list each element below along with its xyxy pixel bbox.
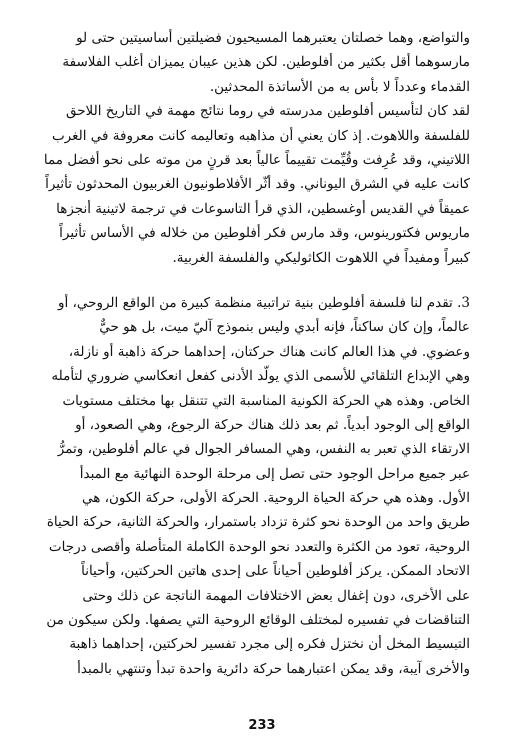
text-line: كبيراً ومفيداً في اللاهوت الكاثوليكي والفلسفة الغربية. xyxy=(172,249,470,266)
text-line: الارتقاء الذي تعبر به النفس، وهي المسافر الجوال في عالم أفلوطين، وتمرُّ xyxy=(57,441,470,458)
text-line: وهي الإبداع التلقائي للأسمى الذي يولّد الأدنى كفعل انعكاسي ضروري لتأمله xyxy=(51,368,470,385)
text-line: التناقضات في تفسيره لمختلف الوقائع الروحية التي يصفها. ولكن سيكون من xyxy=(46,612,470,629)
page-number: 233 xyxy=(248,718,276,733)
paragraph-block-2 xyxy=(44,291,470,681)
text-line: والأخرى آيبة، وقد يمكن اعتبارهما حركة دائرية واحدة تبدأ وتنتهي بالمبدأ xyxy=(77,660,470,677)
text-line: والتواضع، وهما خصلتان يعتبرهما المسيحيون فضيلتين أساسيتين حتى لو xyxy=(76,30,470,46)
text-line: القدماء وعدداً لا بأس به من الأساتذة المحدثين. xyxy=(209,78,470,95)
text-line: التبسيط المخل أن نختزل فكره إلى مجرد تفسير لحركتين، إحداهما ذاهبة xyxy=(69,636,470,653)
text-line: مارسوهما أقل بكثير من أفلوطين. لكن هذين عيبان يميزان أغلب الفلاسفة xyxy=(62,54,470,71)
text-line: الخاص. وهذه هي الحركة الكونية المناسبة التي تتنقل بها مختلف مستويات xyxy=(62,392,470,409)
text-line: الاتحاد الممكن. يركز أفلوطين أحياناً على إحدى هاتين الحركتين، وأحياناً xyxy=(81,563,470,580)
text-line: عالماً، وإن كان ساكناً، فإنه أبدي وليس بنموذج آليّ ميت، بل هو حيٌّ xyxy=(99,319,470,336)
text-line: طريق واحد من الوحدة نحو كثرة تزداد باستمرار، والحركة الثانية، حركة الحياة xyxy=(46,514,470,530)
text-line: على الأخرى، دون إغفال بعض الاختلافات المهمة الناتجة عن ذلك وحتى xyxy=(82,587,470,604)
text-line: الروحية، تعود من الكثرة والتعدد نحو الوحدة الكاملة المتأصلة وأقصى درجات xyxy=(48,538,470,555)
text-line: 3. تقدم لنا فلسفة أفلوطين بنية تراتبية منظمة كبيرة من الواقع الروحي، أو xyxy=(57,295,470,311)
text-line: عبر جميع مراحل الوجود حتى تصل إلى مرحلة الوحدة النهائية مع المبدأ xyxy=(79,465,470,482)
text-line: للفلسفة واللاهوت. إذ كان يعني أن مذاهبه وتعاليمه كانت معروفة في الغرب xyxy=(51,127,470,144)
text-line: كانت عليه في الشرق اليوناني. وقد أثّر الأفلاطونيون الغربيون المحدثون تأثيراً xyxy=(45,176,470,193)
paragraph-block-1 xyxy=(44,26,470,270)
text-line: اللاتيني، وقد عُرِفت وقُيِّمت تقييماً عالياً بعد قرنٍ من موته على نحو أفضل مما xyxy=(44,151,470,168)
text-line: ماريوس فكتورينوس، وقد مارس فكر أفلوطين من خلاله في الأساس تأثيراً xyxy=(59,225,470,242)
text-line: عميقاً في القديس أوغسطين، الذي قرأ التاسوعات في ترجمة لاتينية أنجزها xyxy=(56,200,470,217)
text-line: وعضوي. في هذا العالم كانت هناك حركتان، إحداهما حركة ذاهبة أو نازلة، xyxy=(68,343,470,360)
text-line: الواقع إلى الوجود أبدياً. ثم بعد ذلك هناك حركة الرجوع، وهي الصعود، أو xyxy=(75,416,470,433)
text-line: لقد كان لتأسيس أفلوطين مدرسته في روما نتائج مهمة في التاريخ اللاحق xyxy=(65,103,470,120)
text-line: الأول. وهذه هي حركة الحياة الروحية. الحركة الأولى، حركة الكون، هي xyxy=(81,490,470,507)
